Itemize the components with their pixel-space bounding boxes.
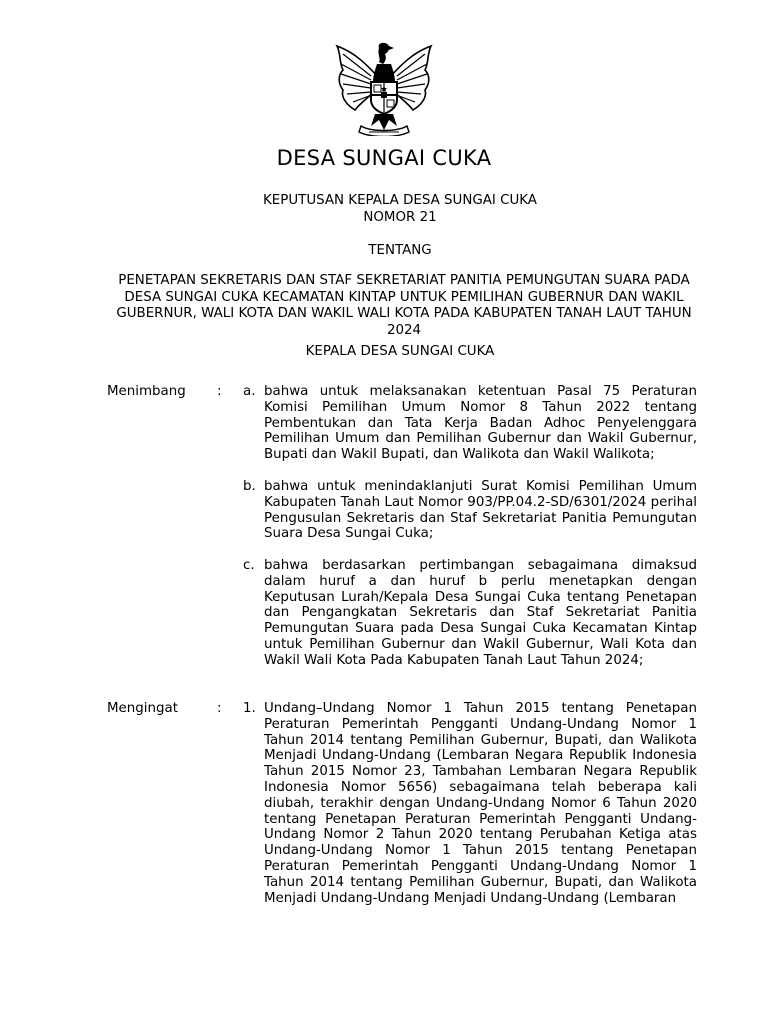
- decree-subject: PENETAPAN SEKRETARIS DAN STAF SEKRETARIAT PANITIA PEMUNGUTAN SUARA PADA DESA SUNGAI CUKA KECAMATAN KINTAP UNTUK PEMILIHAN GUBERNUR DAN WAKIL GUBERNUR, WALI KOTA DAN WAKIL WALI KOTA PADA KABUPATEN TANAH LAUT TAHUN 2024: [116, 273, 692, 338]
- mengingat-colon: :: [217, 701, 222, 716]
- menimbang-item-b: bahwa untuk menindaklanjuti Surat Komisi Pemilihan Umum Kabupaten Tanah Laut Nomor 903/PP.04.2-SD/6301/2024 perihal Pengusulan Sekretaris dan Staf Sekretariat Panitia Pemungutan Suara Desa Sungai Cuka;: [264, 479, 697, 542]
- about-heading: TENTANG: [368, 243, 432, 258]
- decree-number: NOMOR 21: [363, 210, 437, 225]
- menimbang-item-a: bahwa untuk melaksanakan ketentuan Pasal 75 Peraturan Komisi Pemilihan Umum Nomor 8 Tahun 2022 tentang Pembentukan dan Tata Kerja Badan Adhoc Penyelenggara Pemilihan Umum dan Pemilihan Gubernur dan Wakil Gubernur, Bupati dan Wakil Bupati, dan Walikota dan Wakil Walikota;: [264, 384, 697, 463]
- mengingat-item-1: Undang–Undang Nomor 1 Tahun 2015 tentang Penetapan Peraturan Pemerintah Pengganti Undang-Undang Nomor 1 Tahun 2014 tentang Pemilihan Gubernur, Bupati, dan Walikota Menjadi Undang-Undang (Lembaran Negara Republik Indonesia Tahun 2015 Nomor 23, Tambahan Lembaran Negara Republik Indonesia Nomor 5656) sebagaimana telah beberapa kali diubah, terakhir dengan Undang-Undang Nomor 6 Tahun 2020 tentang Penetapan Peraturan Pemerintah Pengganti Undang-Undang Nomor 2 Tahun 2020 tentang Perubahan Ketiga atas Undang-Undang Nomor 1 Tahun 2015 tentang Penetapan Peraturan Pemerintah Pengganti Undang-Undang Nomor 1 Tahun 2014 tentang Pemilihan Gubernur, Bupati, dan Walikota Menjadi Undang-Undang Menjadi Undang-Undang (Lembaran: [264, 701, 697, 906]
- menimbang-marker-a: a.: [243, 384, 256, 399]
- garuda-emblem-icon: [331, 40, 437, 136]
- menimbang-colon: :: [217, 384, 222, 399]
- decree-title: KEPUTUSAN KEPALA DESA SUNGAI CUKA: [263, 193, 537, 208]
- menimbang-marker-b: b.: [243, 479, 256, 494]
- menimbang-marker-c: c.: [243, 558, 255, 573]
- mengingat-label: Mengingat: [107, 701, 178, 716]
- menimbang-label: Menimbang: [107, 384, 186, 399]
- issuer-heading: KEPALA DESA SUNGAI CUKA: [305, 344, 495, 359]
- menimbang-item-c: bahwa berdasarkan pertimbangan sebagaimana dimaksud dalam huruf a dan huruf b perlu menetapkan dengan Keputusan Lurah/Kepala Desa Sungai Cuka tentang Penetapan dan Pengangkatan Sekretaris dan Staf Sekretariat Panitia Pemungutan Suara pada Desa Sungai Cuka Kecamatan Kintap untuk Pemilihan Gubernur dan Wakil Gubernur, Wali Kota dan Wakil Wali Kota Pada Kabupaten Tanah Laut Tahun 2024;: [264, 558, 697, 668]
- mengingat-marker-1: 1.: [243, 701, 256, 716]
- village-title: DESA SUNGAI CUKA: [276, 146, 492, 170]
